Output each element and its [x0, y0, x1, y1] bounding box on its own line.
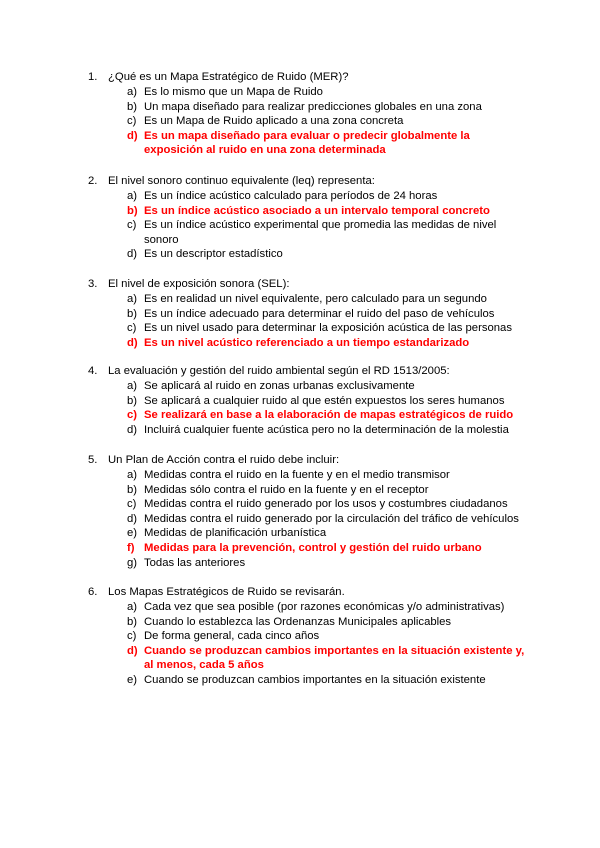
option-letter: b)	[127, 615, 138, 628]
option-f-correct-answer	[0, 541, 600, 556]
option-e	[0, 526, 600, 541]
option-text: Es un índice acústico asociado a un intervalo temporal concreto	[144, 204, 490, 217]
option-letter: b)	[127, 307, 138, 320]
option-text: Medidas contra el ruido generado por los usos y costumbres ciudadanos	[144, 498, 508, 511]
option-letter: d)	[127, 129, 138, 142]
option-letter: g)	[127, 556, 138, 569]
option-text: Cada vez que sea posible (por razones económicas y/o administrativas)	[144, 601, 505, 613]
option-text: Incluirá cualquier fuente acústica pero no la determinación de la molestia	[144, 423, 509, 436]
option-b	[0, 307, 600, 322]
option-text: Es lo mismo que un Mapa de Ruido	[144, 86, 323, 98]
option-b-correct-answer	[0, 204, 600, 219]
question-stem	[0, 453, 600, 468]
option-letter: d)	[127, 644, 138, 657]
option-letter: d)	[127, 336, 138, 349]
option-c-correct-answer	[0, 408, 600, 423]
option-b	[0, 100, 600, 115]
option-b	[0, 483, 600, 498]
option-text: Medidas de planificación urbanística	[144, 527, 327, 540]
option-letter: b)	[127, 394, 138, 407]
option-letter: c)	[127, 498, 137, 511]
option-letter: c)	[127, 409, 138, 422]
option-d	[0, 247, 600, 262]
question-stem	[0, 364, 600, 379]
option-d-correct-answer	[0, 129, 600, 158]
option-text: Medidas para la prevención, control y gestión del ruido urbano	[144, 541, 482, 554]
option-c	[0, 321, 600, 336]
question-number: 4.	[88, 365, 98, 377]
option-e	[0, 673, 600, 688]
option-letter: a)	[127, 86, 138, 98]
option-text: De forma general, cada cinco años	[144, 630, 320, 643]
option-letter: b)	[127, 100, 138, 113]
question-number: 3.	[88, 278, 98, 290]
option-g	[0, 556, 600, 571]
question-5	[0, 453, 600, 570]
option-letter: b)	[127, 204, 138, 217]
option-c	[0, 497, 600, 512]
option-b	[0, 394, 600, 409]
option-letter: e)	[127, 527, 138, 540]
question-3	[0, 277, 600, 350]
question-text: La evaluación y gestión del ruido ambiental según el RD 1513/2005:	[108, 365, 450, 377]
question-number: 6.	[88, 586, 98, 598]
option-d-correct-answer	[0, 644, 600, 673]
option-a	[0, 468, 600, 483]
option-letter: b)	[127, 483, 138, 496]
question-stem	[0, 585, 600, 600]
question-text: Los Mapas Estratégicos de Ruido se revisarán.	[108, 586, 345, 598]
option-c	[0, 218, 600, 247]
option-letter: c)	[127, 219, 137, 232]
question-number: 2.	[88, 175, 98, 187]
option-letter: c)	[127, 630, 137, 643]
option-a	[0, 189, 600, 204]
question-2	[0, 174, 600, 262]
question-number: 1.	[88, 71, 98, 83]
option-text: Es un índice adecuado para determinar el ruido del paso de vehículos	[144, 307, 495, 320]
option-d	[0, 512, 600, 527]
option-text: Medidas contra el ruido en la fuente y en el medio transmisor	[144, 469, 450, 481]
question-text: El nivel de exposición sonora (SEL):	[108, 278, 290, 290]
option-letter: d)	[127, 423, 138, 436]
option-b	[0, 615, 600, 630]
question-1	[0, 70, 600, 158]
option-letter: c)	[127, 322, 137, 335]
option-a	[0, 600, 600, 615]
question-4	[0, 364, 600, 437]
question-6	[0, 585, 600, 688]
option-text: Se realizará en base a la elaboración de mapas estratégicos de ruido	[144, 409, 514, 422]
option-text: Es un mapa diseñado para evaluar o predecir globalmente la exposición al ruido en una zona determinada	[144, 129, 470, 157]
option-c	[0, 629, 600, 644]
option-text: Cuando se produzcan cambios importantes en la situación existente	[144, 673, 486, 686]
option-d-correct-answer	[0, 336, 600, 351]
question-number: 5.	[88, 454, 98, 466]
option-letter: a)	[127, 469, 138, 481]
option-letter: f)	[127, 541, 135, 554]
option-a	[0, 85, 600, 100]
option-a	[0, 379, 600, 394]
option-text: Se aplicará al ruido en zonas urbanas exclusivamente	[144, 380, 415, 392]
question-stem	[0, 70, 600, 85]
option-letter: e)	[127, 673, 138, 686]
option-letter: a)	[127, 601, 138, 613]
option-letter: d)	[127, 512, 138, 525]
option-letter: a)	[127, 380, 138, 392]
option-text: Es un índice acústico calculado para períodos de 24 horas	[144, 190, 438, 202]
option-text: Es un Mapa de Ruido aplicado a una zona concreta	[144, 115, 404, 128]
question-stem	[0, 174, 600, 189]
option-text: Es un índice acústico experimental que promedia las medidas de nivel sonoro	[144, 219, 497, 246]
option-letter: c)	[127, 115, 137, 128]
option-text: Cuando lo establezca las Ordenanzas Municipales aplicables	[144, 615, 452, 628]
option-text: Se aplicará a cualquier ruido al que estén expuestos los seres humanos	[144, 394, 505, 407]
option-text: Es en realidad un nivel equivalente, pero calculado para un segundo	[144, 293, 487, 305]
option-text: Medidas contra el ruido generado por la circulación del tráfico de vehículos	[144, 512, 519, 525]
option-text: Un mapa diseñado para realizar predicciones globales en una zona	[144, 100, 482, 113]
option-text: Cuando se produzcan cambios importantes en la situación existente y, al menos, cada 5 años	[144, 644, 525, 672]
option-letter: a)	[127, 190, 138, 202]
question-text: Un Plan de Acción contra el ruido debe incluir:	[108, 454, 340, 466]
option-c	[0, 114, 600, 129]
question-text: ¿Qué es un Mapa Estratégico de Ruido (MER)?	[108, 71, 349, 83]
option-text: Es un nivel usado para determinar la exposición acústica de las personas	[144, 322, 512, 335]
option-text: Todas las anteriores	[144, 556, 246, 569]
option-text: Medidas sólo contra el ruido en la fuente y en el receptor	[144, 483, 429, 496]
question-stem	[0, 277, 600, 292]
option-letter: a)	[127, 293, 138, 305]
option-text: Es un nivel acústico referenciado a un tiempo estandarizado	[144, 336, 470, 349]
option-text: Es un descriptor estadístico	[144, 248, 283, 261]
option-letter: d)	[127, 248, 138, 261]
question-text: El nivel sonoro continuo equivalente (leq) representa:	[108, 175, 375, 187]
option-d	[0, 423, 600, 438]
option-a	[0, 292, 600, 307]
